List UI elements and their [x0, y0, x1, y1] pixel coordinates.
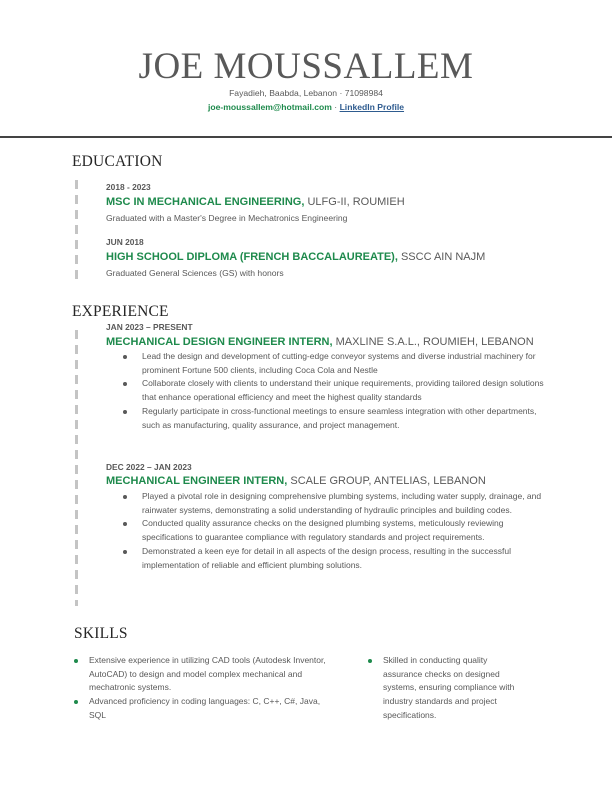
- education-timeline-dashes: [75, 180, 78, 282]
- skills-list-left: [74, 654, 336, 723]
- job-role: MECHANICAL DESIGN ENGINEER INTERN,: [106, 336, 333, 348]
- skills-list-right: [368, 654, 526, 723]
- experience-title: [106, 474, 486, 488]
- education-title: [106, 195, 405, 209]
- experience-bullets: [123, 350, 548, 432]
- experience-bullets: [123, 490, 548, 572]
- degree: HIGH SCHOOL DIPLOMA (FRENCH BACCALAUREATE),: [106, 251, 398, 263]
- email-link[interactable]: joe-moussallem@hotmail.com: [207, 102, 332, 112]
- education-desc: Graduated General Sciences (GS) with honors: [106, 268, 284, 278]
- degree: MSC IN MECHANICAL ENGINEERING,: [106, 196, 305, 208]
- experience-date: DEC 2022 – JAN 2023: [106, 462, 192, 472]
- address-line: Fayadieh, Baabda, Lebanon · 71098984: [229, 88, 383, 98]
- institution: ULFG-II, ROUMIEH: [304, 196, 405, 208]
- institution: SSCC AIN NAJM: [397, 251, 486, 263]
- education-date: JUN 2018: [106, 237, 144, 247]
- bullet-item: Lead the design and development of cutting-edge conveyor systems and diverse industrial machinery for prominent Fortune 500 clients, including Coca Cola and Nestle: [123, 350, 548, 377]
- header-divider: [0, 136, 612, 138]
- bullet-item: Demonstrated a keen eye for detail in all aspects of the design process, resulting in the successful implementation of reliable and efficient plumbing solutions.: [123, 545, 548, 572]
- bullet-item: Collaborate closely with clients to understand their unique requirements, providing tailored design solutions that enhance operational efficiency and meet the highest quality standards: [123, 377, 548, 404]
- experience-title: [106, 335, 534, 349]
- skill-item: Skilled in conducting quality assurance checks on designed systems, ensuring compliance with industry standards and project specifications.: [368, 654, 526, 723]
- employer: MAXLINE S.A.L., ROUMIEH, LEBANON: [332, 336, 534, 348]
- education-heading: EDUCATION: [72, 153, 163, 170]
- bullet-item: Regularly participate in cross-functional meetings to ensure seamless integration with other departments, such as manufacturing, quality assurance, and project management.: [123, 405, 548, 432]
- experience-timeline-dashes: [75, 330, 78, 606]
- education-date: 2018 - 2023: [106, 182, 151, 192]
- contact-line: [0, 101, 612, 113]
- education-desc: Graduated with a Master's Degree in Mechatronics Engineering: [106, 213, 348, 223]
- separator: ·: [331, 102, 340, 112]
- job-role: MECHANICAL ENGINEER INTERN,: [106, 475, 288, 487]
- skill-item: Advanced proficiency in coding languages: C, C++, C#, Java, SQL: [74, 695, 336, 722]
- bullet-item: Played a pivotal role in designing comprehensive plumbing systems, including water supply, drainage, and rainwater systems, demonstrating a solid understanding of hydraulic principles and building codes.: [123, 490, 548, 517]
- skills-heading: SKILLS: [74, 625, 128, 642]
- linkedin-link[interactable]: LinkedIn Profile: [339, 102, 405, 112]
- bullet-item: Conducted quality assurance checks on the designed plumbing systems, meticulously reviewing specifications to guarantee compliance with regulatory standards and project requirements.: [123, 517, 548, 544]
- education-title: [106, 250, 485, 264]
- experience-date: JAN 2023 – PRESENT: [106, 322, 193, 332]
- skill-item: Extensive experience in utilizing CAD tools (Autodesk Inventor, AutoCAD) to design and model complex mechanical and mechatronic systems.: [74, 654, 336, 695]
- candidate-name: JOE MOUSSALLEM: [138, 46, 474, 87]
- experience-heading: EXPERIENCE: [72, 303, 169, 320]
- employer: SCALE GROUP, ANTELIAS, LEBANON: [287, 475, 486, 487]
